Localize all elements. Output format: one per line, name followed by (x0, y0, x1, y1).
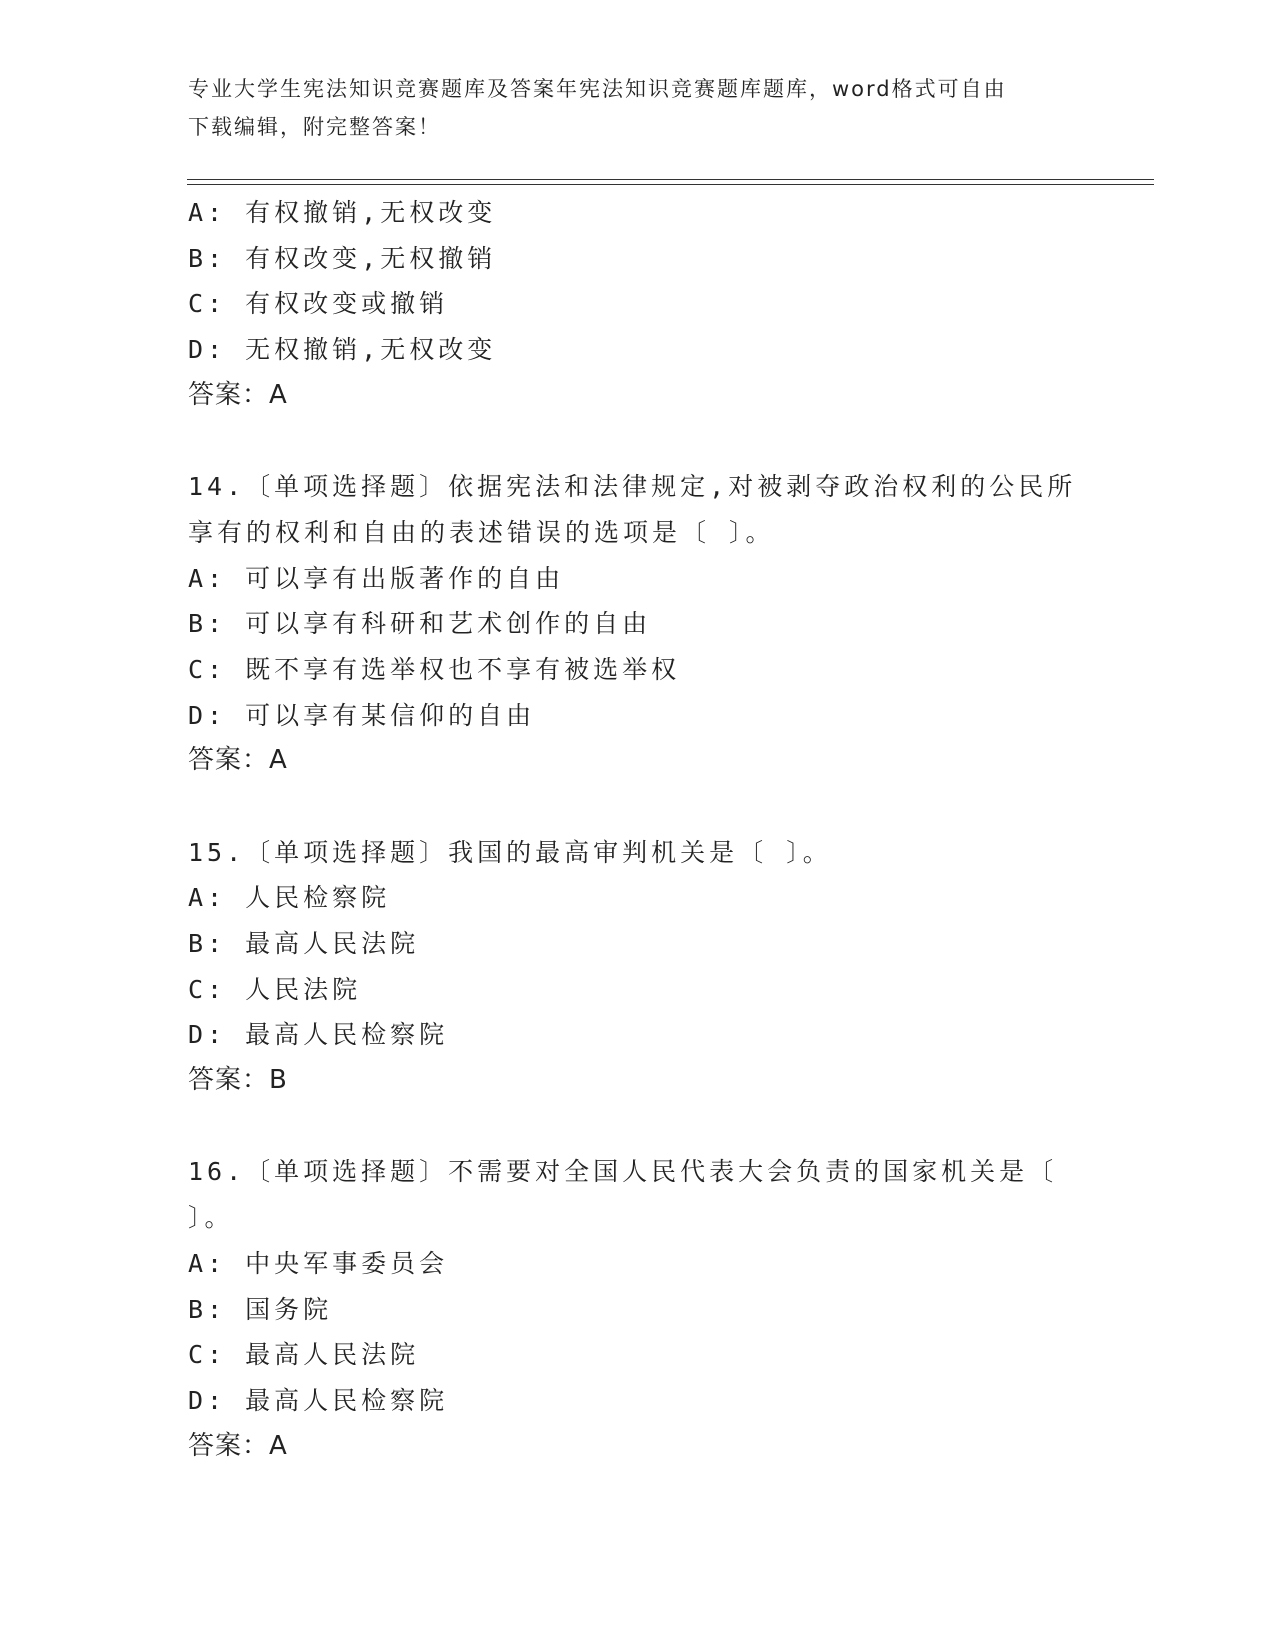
option-d: D: 最高人民检察院 (188, 1020, 449, 1050)
question-stem: 16.〔单项选择题〕不需要对全国人民代表大会负责的国家机关是〔 (188, 1157, 1058, 1187)
option-c: C: 既不享有选举权也不享有被选举权 (188, 654, 681, 684)
spacer (188, 784, 1088, 830)
question-14 (188, 464, 1088, 784)
option-a: A: 可以享有出版著作的自由 (188, 563, 565, 593)
answer: 答案：A (188, 379, 288, 410)
option-a: A: 人民检察院 (188, 883, 391, 913)
option-c: C: 有权改变或撤销 (188, 289, 449, 319)
question-15 (188, 830, 1088, 1104)
answer: 答案：B (188, 1065, 288, 1096)
question-stem: 15.〔单项选择题〕我国的最高审判机关是〔 〕。 (188, 837, 832, 867)
option-d: D: 可以享有某信仰的自由 (188, 700, 536, 730)
header-divider-top (187, 179, 1154, 180)
spacer (188, 1104, 1088, 1150)
option-b: B: 国务院 (188, 1294, 333, 1324)
header-divider-bottom (187, 184, 1154, 185)
question-16 (188, 1149, 1088, 1469)
option-b: B: 最高人民法院 (188, 929, 420, 958)
option-d: D: 无权撤销,无权改变 (188, 335, 497, 365)
option-d: D: 最高人民检察院 (188, 1385, 449, 1415)
spacer (188, 418, 1088, 464)
option-c: C: 人民法院 (188, 974, 362, 1004)
question-list (188, 190, 1088, 1469)
question-13 (188, 190, 1088, 418)
question-stem: 14.〔单项选择题〕依据宪法和法律规定,对被剥夺政治权利的公民所 (188, 472, 1077, 502)
header-line-1: 专业大学生宪法知识竞赛题库及答案年宪法知识竞赛题库题库，word格式可自由 (188, 77, 1007, 101)
option-b: B: 可以享有科研和艺术创作的自由 (188, 609, 652, 639)
document-header (188, 70, 1088, 146)
question-stem-continued: 〕。 (188, 1203, 234, 1233)
option-b: B: 有权改变,无权撤销 (188, 243, 497, 273)
option-a: A: 中央军事委员会 (188, 1248, 449, 1278)
option-a: A: 有权撤销,无权改变 (188, 198, 497, 227)
question-stem-continued: 享有的权利和自由的表述错误的选项是〔 〕。 (188, 517, 775, 547)
answer: 答案：A (188, 745, 288, 776)
answer: 答案：A (188, 1430, 288, 1461)
option-c: C: 最高人民法院 (188, 1340, 420, 1370)
header-line-2: 下载编辑，附完整答案！ (188, 115, 441, 139)
